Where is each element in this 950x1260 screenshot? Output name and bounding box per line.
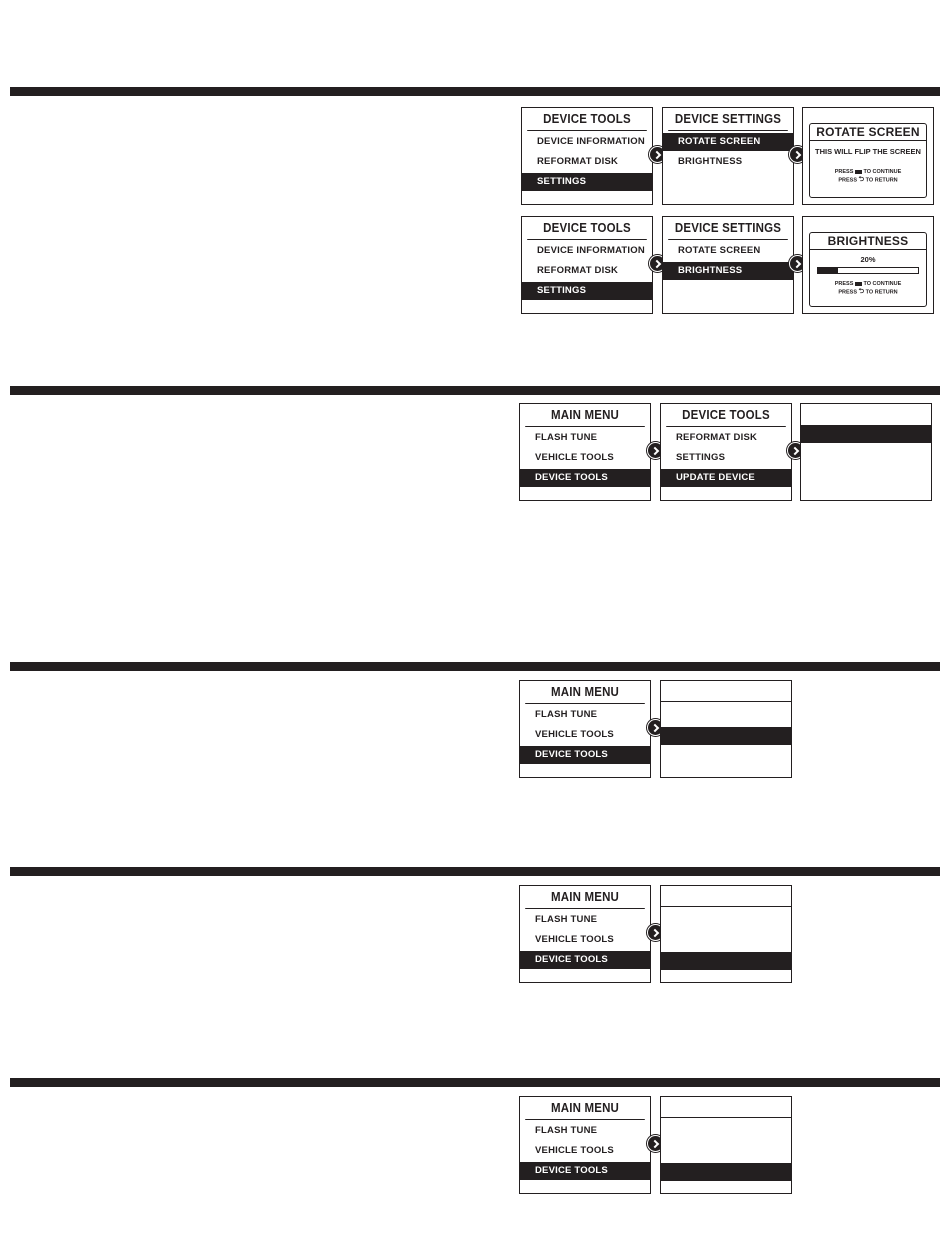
title-divider [661,906,791,907]
press-label: PRESS [834,281,854,287]
continue-hint [810,168,926,176]
screen-title: MAIN MENU [525,681,645,704]
menu-item-device-tools[interactable]: DEVICE TOOLS [520,746,650,764]
enter-button-icon [855,170,862,174]
menu-item-device-tools[interactable]: DEVICE TOOLS [520,1162,650,1180]
menu-item-brightness[interactable]: BRIGHTNESS [678,156,743,167]
menu-item-device-information[interactable]: DEVICE INFORMATION [537,136,645,147]
screen-title: DEVICE TOOLS [666,404,786,427]
menu-item-flash-tune[interactable]: FLASH TUNE [535,432,598,443]
main-menu-screen [519,885,651,983]
menu-item-vehicle-tools[interactable]: VEHICLE TOOLS [535,1145,614,1156]
press-label: PRESS [834,169,854,175]
device-tools-screen [660,403,792,501]
menu-item-update-device[interactable]: UPDATE DEVICE [661,469,791,487]
main-menu-screen [519,403,651,501]
screen-title: DEVICE SETTINGS [668,217,788,240]
menu-item-flash-tune[interactable]: FLASH TUNE [535,1125,598,1136]
menu-item-rotate-screen[interactable]: ROTATE SCREEN [663,133,793,151]
selected-row[interactable] [661,1163,791,1181]
menu-item-device-tools[interactable]: DEVICE TOOLS [520,469,650,487]
screen-title: MAIN MENU [525,404,645,427]
menu-item-device-information[interactable]: DEVICE INFORMATION [537,245,645,256]
main-menu-screen [519,1096,651,1194]
continue-label: TO CONTINUE [863,281,902,287]
menu-item-settings[interactable]: SETTINGS [522,173,652,191]
brightness-percent: 20% [860,255,876,264]
selected-row[interactable] [801,425,931,443]
menu-item-rotate-screen[interactable]: ROTATE SCREEN [678,245,761,256]
title-divider [661,701,791,702]
continue-label: TO CONTINUE [863,169,902,175]
selected-row[interactable] [661,727,791,745]
dialog-frame [809,232,927,307]
brightness-dialog [802,216,934,314]
return-hint [810,288,926,296]
back-arrow-icon: ⮌ [858,288,865,295]
main-menu-screen [519,680,651,778]
press-label: PRESS [838,177,857,184]
device-settings-screen [662,107,794,205]
menu-item-reformat-disk[interactable]: REFORMAT DISK [676,432,758,443]
section-divider-1 [10,87,940,96]
menu-item-vehicle-tools[interactable]: VEHICLE TOOLS [535,729,614,740]
menu-item-settings[interactable]: SETTINGS [676,452,726,463]
menu-item-flash-tune[interactable]: FLASH TUNE [535,914,598,925]
section-divider-4 [10,867,940,876]
dialog-frame [809,123,927,198]
device-tools-screen [521,216,653,314]
screen-title: DEVICE TOOLS [527,217,647,240]
menu-item-vehicle-tools[interactable]: VEHICLE TOOLS [535,452,614,463]
screen-title: DEVICE TOOLS [527,108,647,131]
dialog-message: THIS WILL FLIP THE SCREEN [815,147,921,156]
return-label: TO RETURN [865,177,898,184]
screen-title: MAIN MENU [525,886,645,909]
screen-title: MAIN MENU [525,1097,645,1120]
menu-item-device-tools[interactable]: DEVICE TOOLS [520,951,650,969]
section-divider-2 [10,386,940,395]
back-arrow-icon: ⮌ [858,176,865,183]
enter-button-icon [855,282,862,286]
blank-screen [660,1096,792,1194]
brightness-slider[interactable] [817,267,919,274]
section-divider-5 [10,1078,940,1087]
screen-title: DEVICE SETTINGS [668,108,788,131]
blank-screen [800,403,932,501]
menu-item-reformat-disk[interactable]: REFORMAT DISK [537,265,619,276]
menu-item-flash-tune[interactable]: FLASH TUNE [535,709,598,720]
continue-hint [810,280,926,288]
menu-item-reformat-disk[interactable]: REFORMAT DISK [537,156,619,167]
return-hint [810,176,926,184]
dialog-title: BRIGHTNESS [810,233,926,250]
device-settings-screen [662,216,794,314]
return-label: TO RETURN [865,289,898,296]
brightness-fill [818,268,838,273]
menu-item-settings[interactable]: SETTINGS [522,282,652,300]
menu-item-brightness[interactable]: BRIGHTNESS [663,262,793,280]
menu-item-vehicle-tools[interactable]: VEHICLE TOOLS [535,934,614,945]
blank-screen [660,680,792,778]
press-label: PRESS [838,289,857,296]
blank-screen [660,885,792,983]
dialog-title: ROTATE SCREEN [810,124,926,141]
selected-row[interactable] [661,952,791,970]
device-tools-screen [521,107,653,205]
title-divider [661,1117,791,1118]
rotate-screen-dialog [802,107,934,205]
section-divider-3 [10,662,940,671]
